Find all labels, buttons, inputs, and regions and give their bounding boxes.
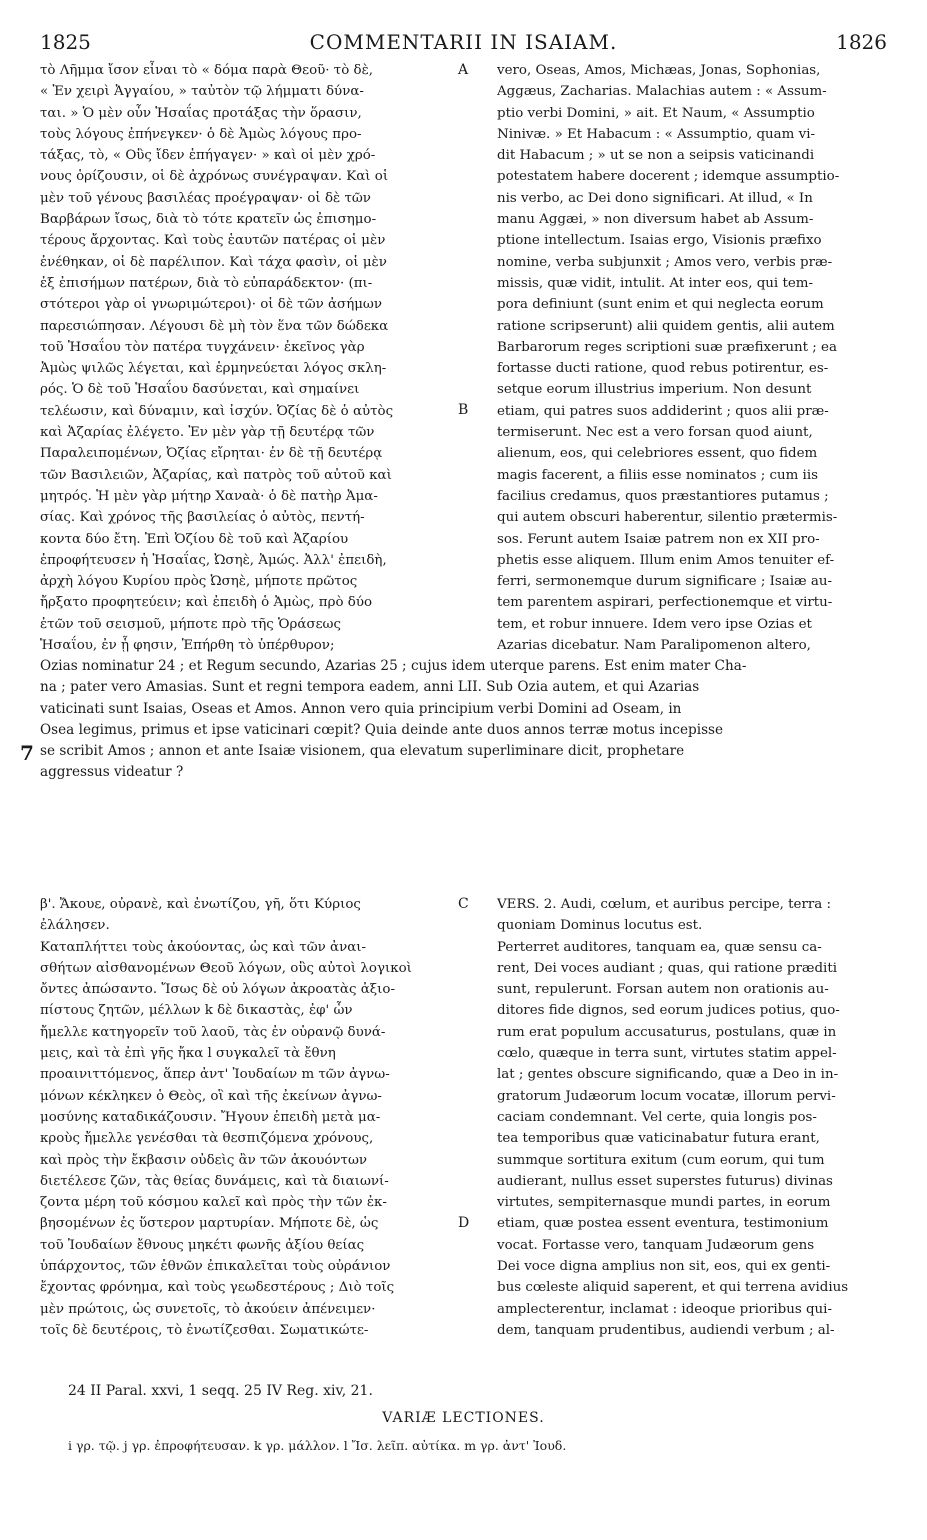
latin-text-line: na ; pater vero Amasias. Sunt et regni tempora eadem, anni LII. Sub Ozia autem, et qui Azarias — [40, 679, 700, 696]
greek-text-line: τελέωσιν, καὶ δύναμιν, καὶ ἰσχύν. Ὀζίας δὲ ὁ αὐτὸς — [40, 403, 394, 419]
latin-text-line: Ninivæ. » Et Habacum : « Assumptio, quam vi- — [497, 126, 815, 142]
latin-text-line: manu Aggæi, » non diversum habet ab Assum- — [497, 212, 814, 228]
latin-text-line: ferri, sermonemque durum significare ; Isaiæ au- — [497, 574, 833, 590]
greek-text-line: ὄντες ἀπώσαντο. Ἴσως δὲ οὐ λόγων ἀκροατὰς ἀξιο- — [40, 982, 395, 998]
latin-text-line: nomine, verba subjunxit ; Amos vero, verbis præ- — [497, 254, 833, 270]
greek-text-line: ἐπροφήτευσεν ἡ Ἡσαΐας, Ὠσηὲ, Ἀμώς. Ἀλλ' ἐπειδὴ, — [40, 552, 387, 568]
latin-text-line: Aggæus, Zacharias. Malachias autem : « Assum- — [497, 84, 827, 100]
latin-text-line: bus cœleste aliquid saperent, et qui terrena avidius — [497, 1280, 849, 1296]
margin-letter-c: C — [458, 896, 469, 912]
page-number-left: 1825 — [40, 30, 91, 54]
greek-text-line: ζοντα μέρη τοῦ κόσμου καλεῖ καὶ πρὸς τὴν τῶν ἐκ- — [40, 1195, 387, 1211]
margin-letter-a: A — [458, 62, 469, 78]
latin-text-line: etiam, qui patres suos addiderint ; quos alii præ- — [497, 403, 829, 419]
greek-text-line: τοῦ Ἡσαΐου τὸν πατέρα τυγχάνειν· ἐκεῖνος γὰρ — [40, 339, 365, 355]
greek-text-line: τέρους ἄρχοντας. Καὶ τοὺς ἑαυτῶν πατέρας οἱ μὲν — [40, 233, 386, 249]
latin-text-line: alienum, eos, qui celebriores essent, quo fidem — [497, 446, 818, 462]
greek-text-line: ἐλάλησεν. — [40, 918, 110, 934]
latin-text-line: gratorum Judæorum locum vocatæ, illorum pervi- — [497, 1088, 836, 1104]
greek-text-line: παρεσιώπησαν. Λέγουσι δὲ μὴ τὸν ἕνα τῶν δώδεκα — [40, 318, 389, 334]
latin-text-line: lat ; gentes obscure significando, quæ a Deo in in- — [497, 1067, 839, 1083]
variae-lectiones-heading: VARIÆ LECTIONES. — [382, 1410, 545, 1426]
variae-lectiones-notes: i γρ. τῷ. j γρ. ἐπροφήτευσαν. k γρ. μάλλον. l Ἴσ. λεῖπ. αὐτίκα. m γρ. ἀντ' Ἰουδ. — [68, 1438, 567, 1453]
greek-text-line: ὑπάρχοντος, τῶν ἐθνῶν ἐπικαλεῖται τοὺς οὐράνιον — [40, 1259, 391, 1275]
margin-letter-b: B — [458, 402, 469, 418]
latin-text-line: audierant, nullus esset superstes futurus) divinas — [497, 1173, 833, 1189]
latin-text-line: fortasse ducti ratione, quod rebus potirentur, es- — [497, 361, 829, 377]
greek-text-line: τῶν Βασιλειῶν, Ἀζαρίας, καὶ πατρὸς τοῦ αὐτοῦ καὶ — [40, 467, 392, 483]
margin-letter-d: D — [458, 1215, 470, 1231]
greek-column-section-1 — [40, 60, 460, 656]
greek-text-line: μὲν πρώτοις, ὡς συνετοῖς, τὸ ἀκούειν ἀπένειμεν· — [40, 1301, 376, 1317]
latin-text-line: rum erat populum accusaturus, postulans, quæ in — [497, 1024, 837, 1040]
running-title: COMMENTARII IN ISAIAM. — [309, 30, 618, 54]
greek-text-line: Παραλειπομένων, Ὀζίας εἴρηται· ἐν δὲ τῇ δευτέρᾳ — [40, 446, 383, 462]
greek-column-section-2 — [40, 894, 460, 1341]
margin-number: 7 — [20, 741, 34, 765]
latin-text-line: aggressus videatur ? — [40, 764, 184, 781]
greek-text-line: Ἡσαΐου, ἐν ᾗ φησιν, Ἐπήρθη τὸ ὑπέρθυρον; — [40, 638, 335, 654]
latin-text-line: amplecterentur, inclamat : ideoque prioribus qui- — [497, 1301, 832, 1317]
greek-text-line: προαινιττόμενος, ἅπερ ἀντ' Ἰουδαίων m τῶν ἀγνω- — [40, 1067, 390, 1083]
latin-text-line: Azarias dicebatur. Nam Paralipomenon altero, — [497, 638, 811, 654]
latin-text-line: ptione intellectum. Isaias ergo, Visionis præfixo — [497, 233, 822, 249]
greek-text-line: ται. » Ὁ μὲν οὖν Ἡσαΐας προτάξας τὴν ὅρασιν, — [40, 105, 362, 121]
greek-text-line: τοῖς δὲ δευτέροις, τὸ ἐνωτίζεσθαι. Σωματικώτε- — [40, 1322, 369, 1338]
greek-text-line: σίας. Καὶ χρόνος τῆς βασιλείας ὁ αὐτὸς, πεντή- — [40, 510, 365, 526]
latin-text-line: tem parentem aspirari, perfectionemque et virtu- — [497, 595, 833, 611]
greek-text-line: ἤμελλε κατηγορεῖν τοῦ λαοῦ, τὰς ἐν οὐρανῷ δυνά- — [40, 1024, 386, 1040]
greek-text-line: νους ὁρίζουσιν, οἱ δὲ ἀχρόνως συνέγραψαν. Καὶ οἱ — [40, 169, 389, 185]
latin-text-line: ditores fide dignos, sed eorum judices potius, quo- — [497, 1003, 840, 1019]
latin-text-line: VERS. 2. Audi, cœlum, et auribus percipe, terra : — [497, 897, 832, 912]
latin-text-line: potestatem habere docerent ; idemque assumptio- — [497, 169, 840, 185]
greek-text-line: κροὺς ἤμελλε γενέσθαι τὰ θεσπιζόμενα χρόνους, — [40, 1131, 374, 1147]
page-number-right: 1826 — [836, 30, 887, 54]
latin-text-line: Ozias nominatur 24 ; et Regum secundo, Azarias 25 ; cujus idem uterque parens. Est enim mater Cha- — [40, 658, 747, 674]
greek-text-line: ἐξ ἐπισήμων πατέρων, διὰ τὸ εὐπαράδεκτον· (πι- — [40, 275, 373, 291]
latin-text-line: ratione scripserunt) alii quidem gentis, alii autem — [497, 318, 835, 334]
latin-text-line: tea temporibus quæ vaticinabatur futura erant, — [497, 1131, 820, 1147]
greek-text-line: καὶ Ἀζαρίας ἐλέγετο. Ἐν μὲν γὰρ τῇ δευτέρᾳ τῶν — [40, 425, 375, 441]
greek-text-line: « Ἐν χειρὶ Ἀγγαίου, » ταὐτὸν τῷ λήμματι δύνα- — [40, 84, 364, 100]
greek-text-line: ἤρξατο προφητεύειν; καὶ ἐπειδὴ ὁ Ἀμὼς, πρὸ δύο — [40, 595, 373, 611]
greek-text-line: βησομένων ἐς ὕστερον μαρτυρίαν. Μήποτε δὲ, ὡς — [40, 1216, 379, 1232]
latin-text-line: phetis esse aliquem. Illum enim Amos tenuiter ef- — [497, 552, 835, 568]
latin-text-line: facilius credamus, quos præstantiores putamus ; — [497, 488, 829, 504]
greek-text-line: σθήτων αἰσθανομένων Θεοῦ λόγων, οὓς αὐτοὶ λογικοὶ — [40, 960, 412, 976]
greek-text-line: ἐτῶν τοῦ σεισμοῦ, μήποτε πρὸ τῆς Ὁράσεως — [40, 616, 341, 632]
page-header — [40, 30, 887, 54]
footnotes: 24 II Paral. xxvi, 1 seqq. 25 IV Reg. xiv, 21. — [68, 1383, 373, 1399]
latin-column-section-2 — [497, 894, 889, 1341]
latin-text-line: summque sortitura exitum (cum eorum, qui tum — [497, 1152, 825, 1168]
greek-text-line: Καταπλήττει τοὺς ἀκούοντας, ὡς καὶ τῶν ἀναι- — [40, 939, 367, 955]
latin-text-line: pora definiunt (sunt enim et qui neglecta eorum — [497, 297, 824, 313]
latin-text-line: termiserunt. Nec est a vero forsan quod aiunt, — [497, 425, 813, 441]
latin-text-line: setque eorum illustrius imperium. Non desunt — [497, 382, 812, 398]
latin-text-line: Barbarorum reges scriptioni suæ præfixerunt ; ea — [497, 339, 837, 355]
greek-text-line: Βαρβάρων ἴσως, διὰ τὸ τότε κρατεῖν ὡς ἐπισημο- — [40, 212, 377, 228]
latin-text-line: se scribit Amos ; annon et ante Isaiæ visionem, qua elevatum superliminare dicit, prophetare — [40, 743, 685, 760]
latin-text-line: ptio verbi Domini, » ait. Et Naum, « Assumptio — [497, 105, 815, 121]
greek-text-line: Ἀμὼς ψιλῶς λέγεται, καὶ ἑρμηνεύεται λόγος σκλη- — [40, 361, 387, 377]
greek-text-line: ἔχοντας φρόνημα, καὶ τοὺς γεωδεστέρους ; Διὸ τοῖς — [40, 1280, 395, 1296]
greek-text-line: μοσύνης καταδικάζουσιν. Ἤγουν ἐπειδὴ μετὰ μα- — [40, 1109, 381, 1125]
greek-text-line: β'. Ἄκουε, οὐρανὲ, καὶ ἐνωτίζου, γῆ, ὅτι Κύριος — [40, 897, 361, 912]
latin-text-line: vaticinati sunt Isaias, Oseas et Amos. Annon vero quia principium verbi Domini ad Oseam, in — [40, 700, 682, 717]
greek-text-line: τὸ Λῆμμα ἴσον εἶναι τὸ « δόμα παρὰ Θεοῦ· τὸ δὲ, — [40, 63, 374, 78]
greek-text-line: στότεροι γὰρ οἱ γνωριμώτεροι)· οἱ δὲ τῶν ἀσήμων — [40, 297, 382, 313]
latin-text-line: virtutes, sempiternasque mundi partes, in eorum — [497, 1195, 831, 1211]
greek-text-line: μητρός. Ἡ μὲν γὰρ μήτηρ Χαναὰ· ὁ δὲ πατὴρ Ἀμα- — [40, 488, 378, 504]
latin-text-line: magis facerent, a filiis esse nominatos ; cum iis — [497, 467, 818, 483]
greek-text-line: μόνων κέκληκεν ὁ Θεὸς, οἳ καὶ τῆς ἐκείνων ἀγνω- — [40, 1088, 382, 1104]
latin-text-line: dit Habacum ; » ut se non a seipsis vaticinandi — [497, 148, 815, 164]
latin-text-line: vero, Oseas, Amos, Michæas, Jonas, Sophonias, — [497, 63, 821, 78]
latin-text-line: caciam condemnant. Vel certe, quia longis pos- — [497, 1109, 817, 1125]
greek-text-line: πίστους ζητῶν, μέλλων k δὲ δικαστὰς, ἐφ' ὧν — [40, 1003, 353, 1019]
latin-text-line: quoniam Dominus locutus est. — [497, 918, 703, 934]
full-width-paragraph — [40, 656, 890, 784]
latin-text-line: missis, quæ vidit, intulit. At inter eos, qui tem- — [497, 275, 813, 291]
greek-text-line: μὲν τοῦ γένους βασιλέας προέγραψαν· οἱ δὲ τῶν — [40, 190, 371, 206]
greek-text-line: τοῦ Ἰουδαίων ἔθνους μηκέτι φωνῆς ἀξίου θείας — [40, 1237, 365, 1253]
greek-text-line: τάξας, τὸ, « Οὓς ἴδεν ἐπήγαγεν· » καὶ οἱ μὲν χρό- — [40, 148, 376, 164]
greek-text-line: ρός. Ὁ δὲ τοῦ Ἡσαΐου δασύνεται, καὶ σημαίνει — [40, 382, 360, 398]
greek-text-line: διετέλεσε ζῶν, τὰς θείας δυνάμεις, καὶ τὰ διαιωνί- — [40, 1173, 389, 1189]
latin-column-section-1 — [497, 60, 889, 656]
latin-text-line: vocat. Fortasse vero, tanquam Judæorum gens — [497, 1237, 815, 1253]
greek-text-line: κοντα δύο ἔτη. Ἐπὶ Ὀζίου δὲ τοῦ καὶ Ἀζαρίου — [40, 531, 349, 547]
greek-text-line: ἀρχὴ λόγου Κυρίου πρὸς Ὠσηὲ, μήποτε πρῶτος — [40, 574, 358, 590]
latin-text-line: rent, Dei voces audiant ; quas, qui ratione præditi — [497, 960, 837, 976]
greek-text-line: καὶ πρὸς τὴν ἔκβασιν οὐδεὶς ἂν τῶν ἀκουόντων — [40, 1152, 368, 1168]
latin-text-line: Osea legimus, primus et ipse vaticinari cœpit? Quia deinde ante duos annos terræ motus incepisse — [40, 721, 724, 738]
latin-text-line: nis verbo, ac Dei dono significari. At illud, « In — [497, 190, 813, 206]
greek-text-line: τοὺς λόγους ἐπήνεγκεν· ὁ δὲ Ἀμὼς λόγους προ- — [40, 126, 362, 142]
latin-text-line: etiam, quæ postea essent eventura, testimonium — [497, 1216, 829, 1232]
latin-text-line: qui autem obscuri haberentur, silentio prætermis- — [497, 510, 838, 526]
greek-text-line: μεις, καὶ τὰ ἐπὶ γῆς ἤκα l συγκαλεῖ τὰ ἔθνη — [40, 1046, 336, 1062]
greek-text-line: ἐνέθηκαν, οἱ δὲ παρέλιπον. Καὶ τάχα φασὶν, οἱ μὲν — [40, 254, 387, 270]
latin-text-line: Perterret auditores, tanquam ea, quæ sensu ca- — [497, 939, 822, 955]
latin-text-line: cœlo, quæque in terra sunt, virtutes statim appel- — [497, 1046, 837, 1062]
latin-text-line: Dei voce digna amplius non sit, eos, qui ex genti- — [497, 1259, 831, 1275]
latin-text-line: sos. Ferunt autem Isaiæ patrem non ex XII pro- — [497, 531, 820, 547]
latin-text-line: sunt, repulerunt. Forsan autem non orationis au- — [497, 982, 829, 998]
latin-text-line: tem, et robur innuere. Idem vero ipse Ozias et — [497, 616, 812, 632]
latin-text-line: dem, tanquam prudentibus, audiendi verbum ; al- — [497, 1322, 835, 1338]
